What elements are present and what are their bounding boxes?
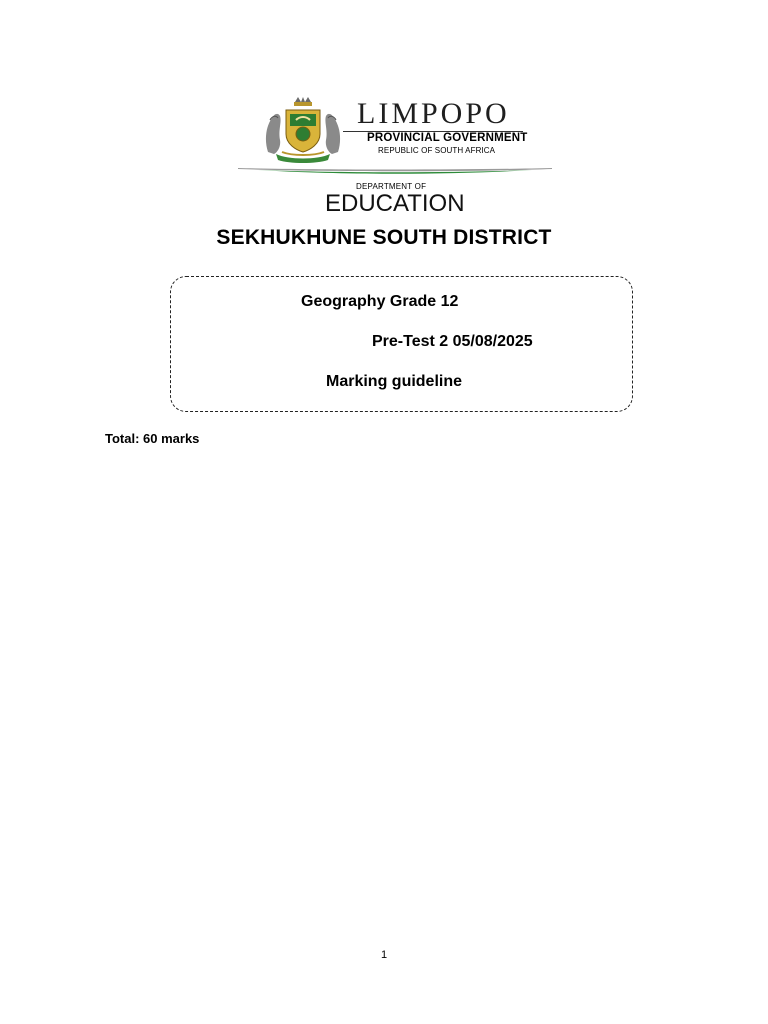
- green-swoosh-divider: [238, 164, 552, 176]
- department-name: EDUCATION: [325, 190, 465, 217]
- page-number: 1: [380, 949, 388, 961]
- brand-subtitle: PROVINCIAL GOVERNMENT: [367, 132, 528, 144]
- subject-line: Geography Grade 12: [301, 293, 459, 310]
- test-date-line: Pre-Test 2 05/08/2025: [372, 333, 533, 350]
- total-marks: Total: 60 marks: [105, 431, 200, 446]
- district-title: SEKHUKHUNE SOUTH DISTRICT: [216, 226, 552, 249]
- coat-of-arms-icon: [262, 96, 344, 164]
- brand-country: REPUBLIC OF SOUTH AFRICA: [378, 146, 496, 155]
- brand-name: LIMPOPO: [357, 97, 510, 130]
- document-type-line: Marking guideline: [326, 373, 463, 390]
- department-of-label: DEPARTMENT OF: [356, 182, 427, 191]
